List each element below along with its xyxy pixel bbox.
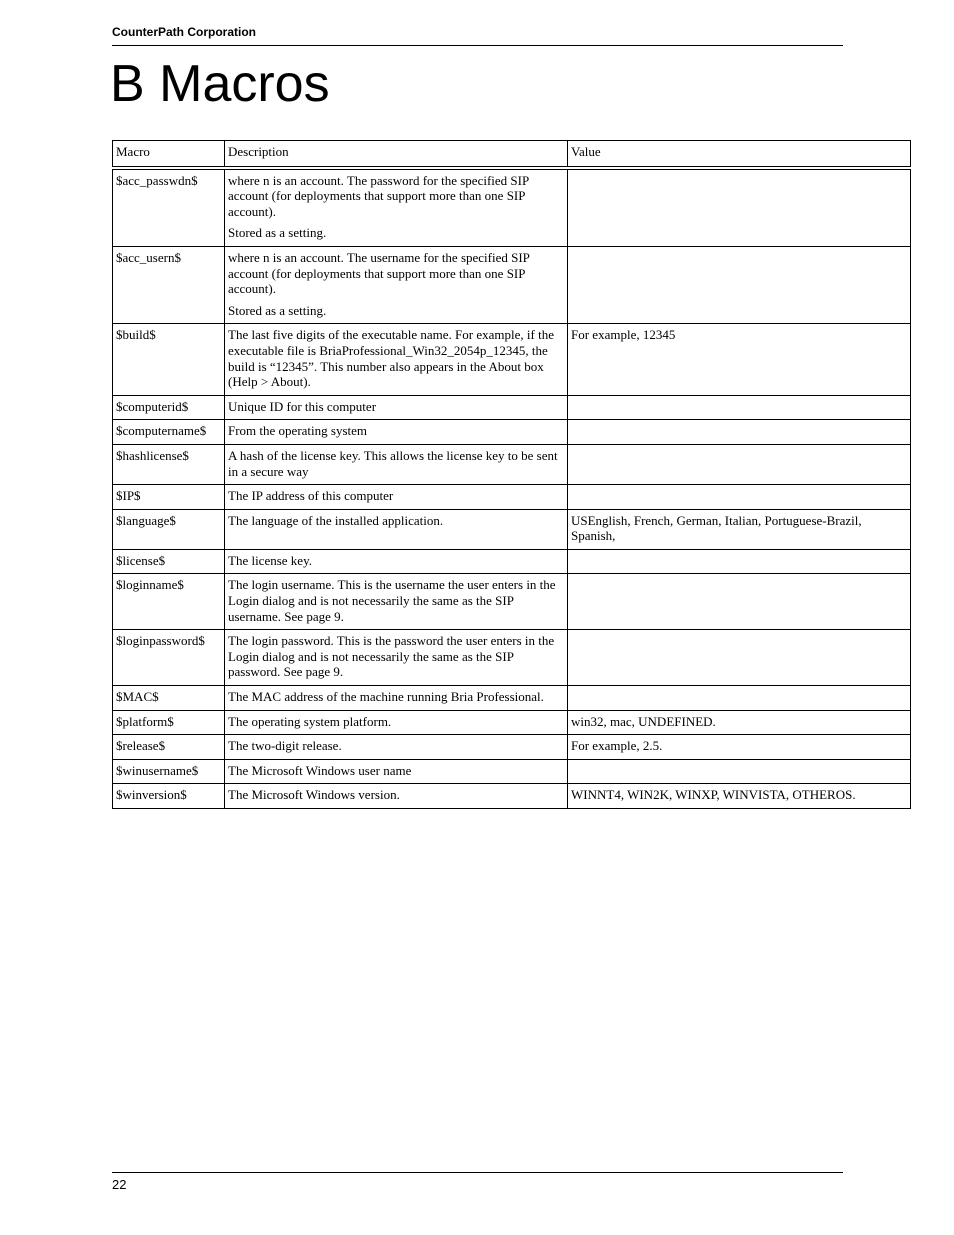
description-paragraph: A hash of the license key. This allows the license key to be sent in a secure way [228,447,558,479]
macro-cell: $MAC$ [113,686,225,711]
value-cell [568,759,911,784]
value-cell [568,246,911,323]
value-cell [568,574,911,630]
description-cell [225,324,568,395]
macro-cell: $acc_passwdn$ [113,168,225,247]
description-cell [225,549,568,574]
table-row [113,686,911,711]
value-cell: USEnglish, French, German, Italian, Portuguese-Brazil, Spanish, [568,509,911,549]
table-row [113,549,911,574]
description-paragraph: Unique ID for this computer [228,398,377,414]
description-paragraph: The license key. [228,552,312,568]
value-cell [568,485,911,510]
description-cell [225,735,568,760]
macro-cell: $hashlicense$ [113,444,225,484]
description-cell [225,630,568,686]
column-header-macro: Macro [113,141,225,168]
description-cell [225,710,568,735]
table-row [113,246,911,323]
table-row [113,735,911,760]
macro-cell: $language$ [113,509,225,549]
value-cell [568,395,911,420]
description-paragraph: The IP address of this computer [228,488,394,504]
description-cell [225,168,568,247]
description-cell [225,444,568,484]
table-row [113,574,911,630]
description-paragraph: The login username. This is the username the user enters in the Login dialog and is not necessarily the same as the SIP username. See page 9. [228,577,556,624]
page-title: B Macros [110,55,330,113]
table-row [113,485,911,510]
macro-cell: $computerid$ [113,395,225,420]
macro-cell: $IP$ [113,485,225,510]
table-row [113,168,911,247]
description-paragraph: From the operating system [228,423,368,439]
description-paragraph: where n is an account. The password for the specified SIP account (for deployments that support more than one SIP account). [228,172,529,219]
macro-cell: $winusername$ [113,759,225,784]
macro-cell: $platform$ [113,710,225,735]
description-paragraph: The login password. This is the password the user enters in the Login dialog and is not necessarily the same as the SIP password. See page 9. [228,633,555,680]
value-cell: For example, 2.5. [568,735,911,760]
table-row [113,759,911,784]
description-paragraph: The language of the installed application. [228,512,444,528]
macro-cell: $build$ [113,324,225,395]
description-cell [225,574,568,630]
table-body [113,168,911,809]
page-number: 22 [112,1177,127,1192]
value-cell [568,444,911,484]
company-name: CounterPath Corporation [112,25,256,39]
table-row [113,444,911,484]
description-cell [225,246,568,323]
description-cell [225,395,568,420]
table-row [113,710,911,735]
value-cell: WINNT4, WIN2K, WINXP, WINVISTA, OTHEROS. [568,784,911,809]
description-paragraph: The last five digits of the executable name. For example, if the executable file is BriaProfessional_Win32_2054p_12345, the build is “12345”. This number also appears in the About box (Help > About). [228,327,554,390]
description-cell [225,420,568,445]
table-row [113,630,911,686]
description-cell [225,686,568,711]
macro-cell: $loginname$ [113,574,225,630]
macro-cell: $release$ [113,735,225,760]
description-paragraph: The operating system platform. [228,713,392,729]
macro-cell: $acc_usern$ [113,246,225,323]
macro-cell: $loginpassword$ [113,630,225,686]
value-cell: win32, mac, UNDEFINED. [568,710,911,735]
macro-cell: $license$ [113,549,225,574]
description-paragraph: The Microsoft Windows version. [228,787,400,803]
table-row [113,324,911,395]
macros-table [112,140,911,809]
value-cell [568,168,911,247]
table-header-row [113,141,911,168]
value-cell: For example, 12345 [568,324,911,395]
description-paragraph: The MAC address of the machine running Bria Professional. [228,689,544,705]
description-paragraph: Stored as a setting. [228,302,327,318]
value-cell [568,420,911,445]
table-row [113,420,911,445]
value-cell [568,549,911,574]
description-paragraph: Stored as a setting. [228,225,327,241]
description-paragraph: where n is an account. The username for the specified SIP account (for deployments that support more than one SIP account). [228,249,530,297]
page-footer [112,1172,843,1193]
value-cell [568,630,911,686]
description-cell [225,759,568,784]
description-paragraph: The two-digit release. [228,738,342,754]
running-header [112,24,843,46]
table-row [113,784,911,809]
table-row [113,395,911,420]
macro-cell: $computername$ [113,420,225,445]
table-row [113,509,911,549]
macro-cell: $winversion$ [113,784,225,809]
column-header-description: Description [225,141,568,168]
column-header-value: Value [568,141,911,168]
description-cell [225,784,568,809]
description-paragraph: The Microsoft Windows user name [228,762,412,778]
value-cell [568,686,911,711]
description-cell [225,509,568,549]
description-cell [225,485,568,510]
